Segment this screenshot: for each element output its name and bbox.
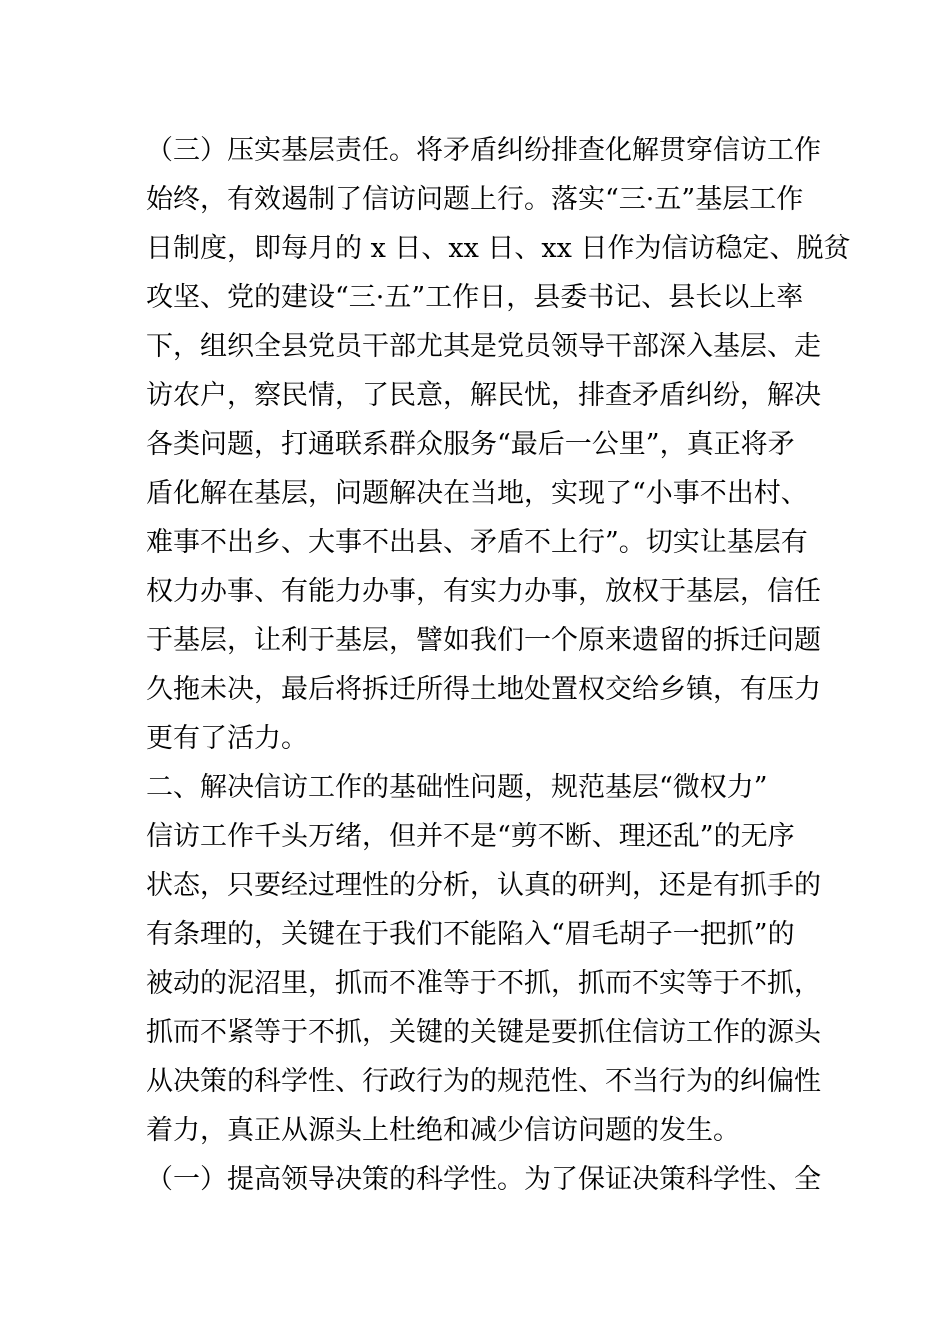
text-line: 信访工作千头万绪，但并不是“剪不断、理还乱”的无序 [146,821,795,852]
text-line: 攻坚、党的建设“三·五”工作日，县委书记、县长以上率 [146,282,804,313]
text-line: 被动的泥沼里，抓而不准等于不抓，抓而不实等于不抓， [146,968,821,999]
text-line: 盾化解在基层，问题解决在当地，实现了“小事不出村、 [146,478,808,509]
text-line: 下，组织全县党员干部尤其是党员领导干部深入基层、走 [146,331,821,362]
body-text [146,126,851,1204]
section-heading: 二、解决信访工作的基础性问题，规范基层“微权力” [146,772,768,803]
text-line: 权力办事、有能力办事，有实力办事，放权于基层，信任 [146,576,821,607]
text-line: 有条理的，关键在于我们不能陷入“眉毛胡子一把抓”的 [146,919,795,950]
text-line: 从决策的科学性、行政行为的规范性、不当行为的纠偏性 [146,1066,821,1097]
text-line: 日制度，即每月的 x 日、xx 日、xx 日作为信访稳定、脱贫 [146,233,851,264]
text-line: 状态，只要经过理性的分析，认真的研判，还是有抓手的 [146,870,821,901]
text-line: 难事不出乡、大事不出县、矛盾不上行”。切实让基层有 [146,527,808,558]
text-line: （一）提高领导决策的科学性。为了保证决策科学性、全 [146,1164,821,1195]
text-line: 久拖未决，最后将拆迁所得土地处置权交给乡镇，有压力 [146,674,821,705]
text-line: 各类问题，打通联系群众服务“最后一公里”，真正将矛 [146,429,795,460]
text-line: 抓而不紧等于不抓，关键的关键是要抓住信访工作的源头 [146,1017,821,1048]
text-line: （三）压实基层责任。将矛盾纠纷排查化解贯穿信访工作 [146,135,821,166]
text-line: 访农户，察民情，了民意，解民忧，排查矛盾纠纷，解决 [146,380,821,411]
text-line: 始终，有效遏制了信访问题上行。落实“三·五”基层工作 [146,184,804,215]
text-line: 于基层，让利于基层，譬如我们一个原来遗留的拆迁问题 [146,625,821,656]
text-line: 更有了活力。 [146,723,308,754]
text-line: 着力，真正从源头上杜绝和减少信访问题的发生。 [146,1115,740,1146]
